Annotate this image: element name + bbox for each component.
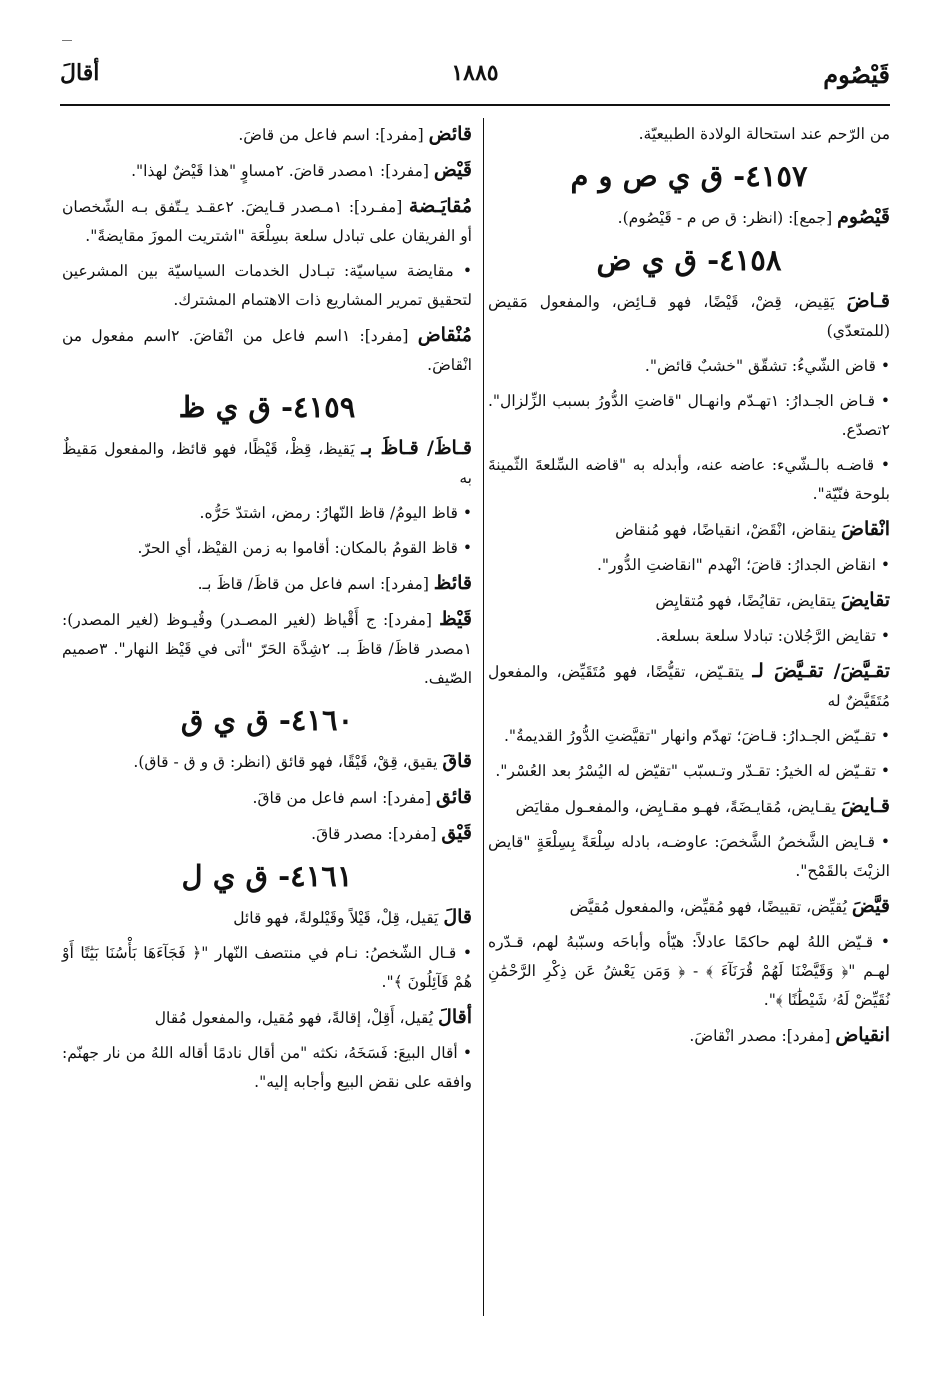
dictionary-entry [62,819,472,849]
entry-text: • قاضـه بالـشّيء: عاضه عنه، وأبدله به "قاضه السِّلعةَ الثّمينةَ بلوحة فنّيّة". [488,456,890,503]
left-column [62,120,472,1103]
entry-text: • تقـيّض له الخيرُ: تقـدّر وتـسبّب "تقيّض له اليُسْرُ بعد العُسْر". [495,762,890,780]
dictionary-entry [488,586,890,616]
entry-text: يتقـيّض، تقيُّضًا، فهو مُتَقَيِّض، والمفعول مُتَقَيَّضٌ له [488,663,890,710]
definition-line [62,1039,472,1097]
guide-word-first: قَيْصُوم [823,60,890,89]
entry-text: يقـايض، مُقايـضَةً، فهـو مقـايِض، والمفعـول مقايَض [515,798,841,816]
dictionary-entry [488,792,890,822]
entry-text: [مفرد]: مصدر انْقاضَ. [689,1027,836,1045]
headword: قيَّضَ [851,895,890,917]
definition-line [488,928,890,1015]
headword: قائق [435,786,472,808]
headword: انْقاضَ [841,518,890,540]
definition-line [488,722,890,751]
root-heading: ٤١٦٠- ق ي ق [180,703,354,737]
dictionary-entry [488,515,890,545]
dictionary-entry [488,287,890,346]
definition-line [488,757,890,786]
headword: قـاظَ/ قـاظَ بـ [361,437,472,459]
entry-text: • قاظ اليومُ/ قاظ النّهارُ: رمض، اشتدّ حَرُّه. [199,504,472,522]
entry-text: يَقِيض، قِضْ، قَيْضًا، فهو قـائِض، والمفعول مَقيض (للمتعدّي) [488,293,890,340]
entry-text: [مفرد]: اسم فاعل من قاظَ/ قاظَ بـ. [197,575,434,593]
headword: قاقَ [442,750,472,772]
root-heading: ٤١٥٩- ق ي ظ [178,390,356,424]
entry-text: [مفرد]: مصدر قاقَ. [311,825,442,843]
entry-text: • قـايض الشَّخصُ الشَّخصَ: عاوضـه، بادله سِلْعَةً بِسِلْعَةٍ "قايض الزيْتَ بالقَمْح". [488,833,890,880]
page-header [60,60,890,94]
dictionary-entry [62,903,472,933]
dictionary-entry [62,156,472,186]
entry-text: يُقيِّض، تقييضًا، فهو مُقيِّض، والمفعول مُقيَّض [569,898,852,916]
headword: قائظ [433,572,472,594]
definition-line [488,387,890,445]
definition-line [488,451,890,509]
entry-text: [مفرد]: اسم فاعل من قاضَ. [238,126,429,144]
definition-line [62,499,472,528]
guide-word-last: أقالَ [60,60,100,86]
entry-text: • مقايضة سياسيّة: تبـادل الخدمات السياسيّة بين المشرعين لتحقيق تمرير المشاريع ذات الاهتمام المشترك. [62,262,472,309]
dictionary-entry [62,783,472,813]
entry-text: يتقايض، تقايُضًا، فهو مُتقايِض [655,592,841,610]
definition-line [62,257,472,315]
dictionary-entry [62,747,472,777]
entry-text: • تقايض الرَّجُلان: تبادلا سلعة بسلعة. [655,627,890,645]
dictionary-entry [62,569,472,599]
dictionary-entry [62,321,472,380]
entry-text: • قـيّض اللهُ لهم حاكمًا عادلاً: هيّأه وأباحَه وسبّبهُ لهم، قـدّره لهـم "﴿ وَقَيَّضْنَا لَهُمْ قُرَنَآءَ ﴾ - ﴿ وَمَن يَعْشُ عَن ذِكْرِ الرَّحْمَٰنِ نُقَيِّضْ لَهُۥ شَيْطَٰنًا ﴾". [488,933,890,1009]
dictionary-entry [62,1003,472,1033]
headword: انقياض [835,1024,890,1046]
headword: مُنْقاض [417,324,472,346]
entry-text: يَقيل، قِلْ، قَيْلاً وقَيْلولةً، فهو قائل [233,909,444,927]
right-column [488,120,890,1057]
entry-text: [جمع]: (انظر: ق ص م - قَيْصُوم). [617,209,838,227]
page-number: ١٨٨٥ [451,60,499,86]
definition-line [488,551,890,580]
definition-line [62,534,472,563]
entry-text: • قاض الشّيءُ: تشقّق "خشبٌ قائض". [644,357,890,375]
entry-text: [مفرد]: ج أَقْياظ (لغير المصـدر) وقُيـوظ (لغير المصدر): ١مصدر قاظَ/ قاظَ بـ. ٢شِدَّة الحَرّ "أتى في قَيْظ النهار". ٣صميم الصّيف. [62,611,472,687]
definition-line [62,939,472,997]
root-heading: ٤١٦١- ق ي ل [181,859,353,893]
headword: قائض [428,123,472,145]
dictionary-entry [62,434,472,493]
dictionary-entry [488,892,890,922]
entry-text: • قاظ القومُ بالمكان: أقاموا به زمن القيْظ، أي الحرّ. [137,539,472,557]
headword: قَيْظ [439,608,472,630]
entry-text: • قـال الشّخصُ: نـام في منتصف النّهار "﴿ فَجَآءَهَا بَأْسُنَا بَيَٰتًا أَوْ هُمْ قَآئِلُونَ ﴾". [62,944,472,991]
root-heading: ٤١٥٨- ق ي ض [596,243,782,277]
entry-text: يقيق، قِقْ، قَيْقًا، فهو قائق (انظر: ق و ق - قاق). [133,753,443,771]
dictionary-entry [62,192,472,251]
headword: أقالَ [438,1006,472,1028]
headword: قـاضَ [846,290,890,312]
dictionary-entry [488,1021,890,1051]
dictionary-entry [62,120,472,150]
entry-text: ينقاض، انْقَضْ، انقياضًا، فهو مُنقاض [615,521,842,539]
entry-text: • قـاض الجـدارُ: ١تهـدّم وانهـال "قاضتِ الدُّورُ بسبب الزِّلزال". ٢تصدّع. [488,392,890,439]
entry-text: من الرّحم عند استحالة الولادة الطبيعيّة. [638,125,890,143]
definition-line [488,828,890,886]
headword: قَيْض [433,159,472,181]
dictionary-entry [488,203,890,233]
entry-text: يَقيظ، قِظْ، قَيْظًا، فهو قائظ، والمفعول مَقيظٌ به [62,440,472,487]
column-divider [483,118,484,1316]
entry-text: [مفـرد]: ١مـصدر قـايضَ. ٢عقـد يـتّفق بـه الشّخصان أو الفريقان على تبادل سلعة بسِلْعَة "اشتريت الموزَ مقايضةً". [62,198,472,245]
entry-text: يُقيل، أَقِلْ، إقالةً، فهو مُقيل، والمفعول مُقال [154,1009,439,1027]
entry-text: [مفرد]: ١اسم فاعل من انْقاضَ. ٢اسم مفعول من انْقاضَ. [62,327,472,374]
definition-line [488,622,890,651]
margin-mark [62,40,72,41]
definition-line [488,352,890,381]
definition-line [488,120,890,149]
dictionary-entry [488,657,890,716]
entry-text: [مفرد]: اسم فاعل من قاقَ. [252,789,436,807]
entry-text: • تقـيّض الجـدارُ: قـاضَ؛ تهدّم وانهار "تقيَّضتِ الدُّورُ القديمةُ". [503,727,890,745]
headword: قَيْصُوم [837,206,890,228]
header-rule [60,104,890,106]
entry-text: • انقاض الجدارُ: قاضَ؛ انْهدم "انقاضتِ الدُّور". [597,556,890,574]
headword: تقـيَّضَ/ تقـيَّضَ لـ [752,660,890,682]
root-heading: ٤١٥٧- ق ي ص و م [570,159,808,193]
entry-text: [مفرد]: ١مصدر قاضَ. ٢مساوٍ "هذا قَيْضٌ لهذا". [131,162,434,180]
dictionary-entry [62,605,472,693]
headword: قالَ [443,906,472,928]
entry-text: • أقال البيعَ: فَسَخَهُ، نكثه "من أقال نادمًا أقاله اللهُ من نار جهنّم: وافقه على نقض البيع وأجابه إليه". [62,1044,472,1091]
headword: قَيْق [441,822,472,844]
headword: مُقايَـضة [408,195,473,217]
headword: تقايضَ [840,589,890,611]
headword: قـايضَ [840,795,890,817]
